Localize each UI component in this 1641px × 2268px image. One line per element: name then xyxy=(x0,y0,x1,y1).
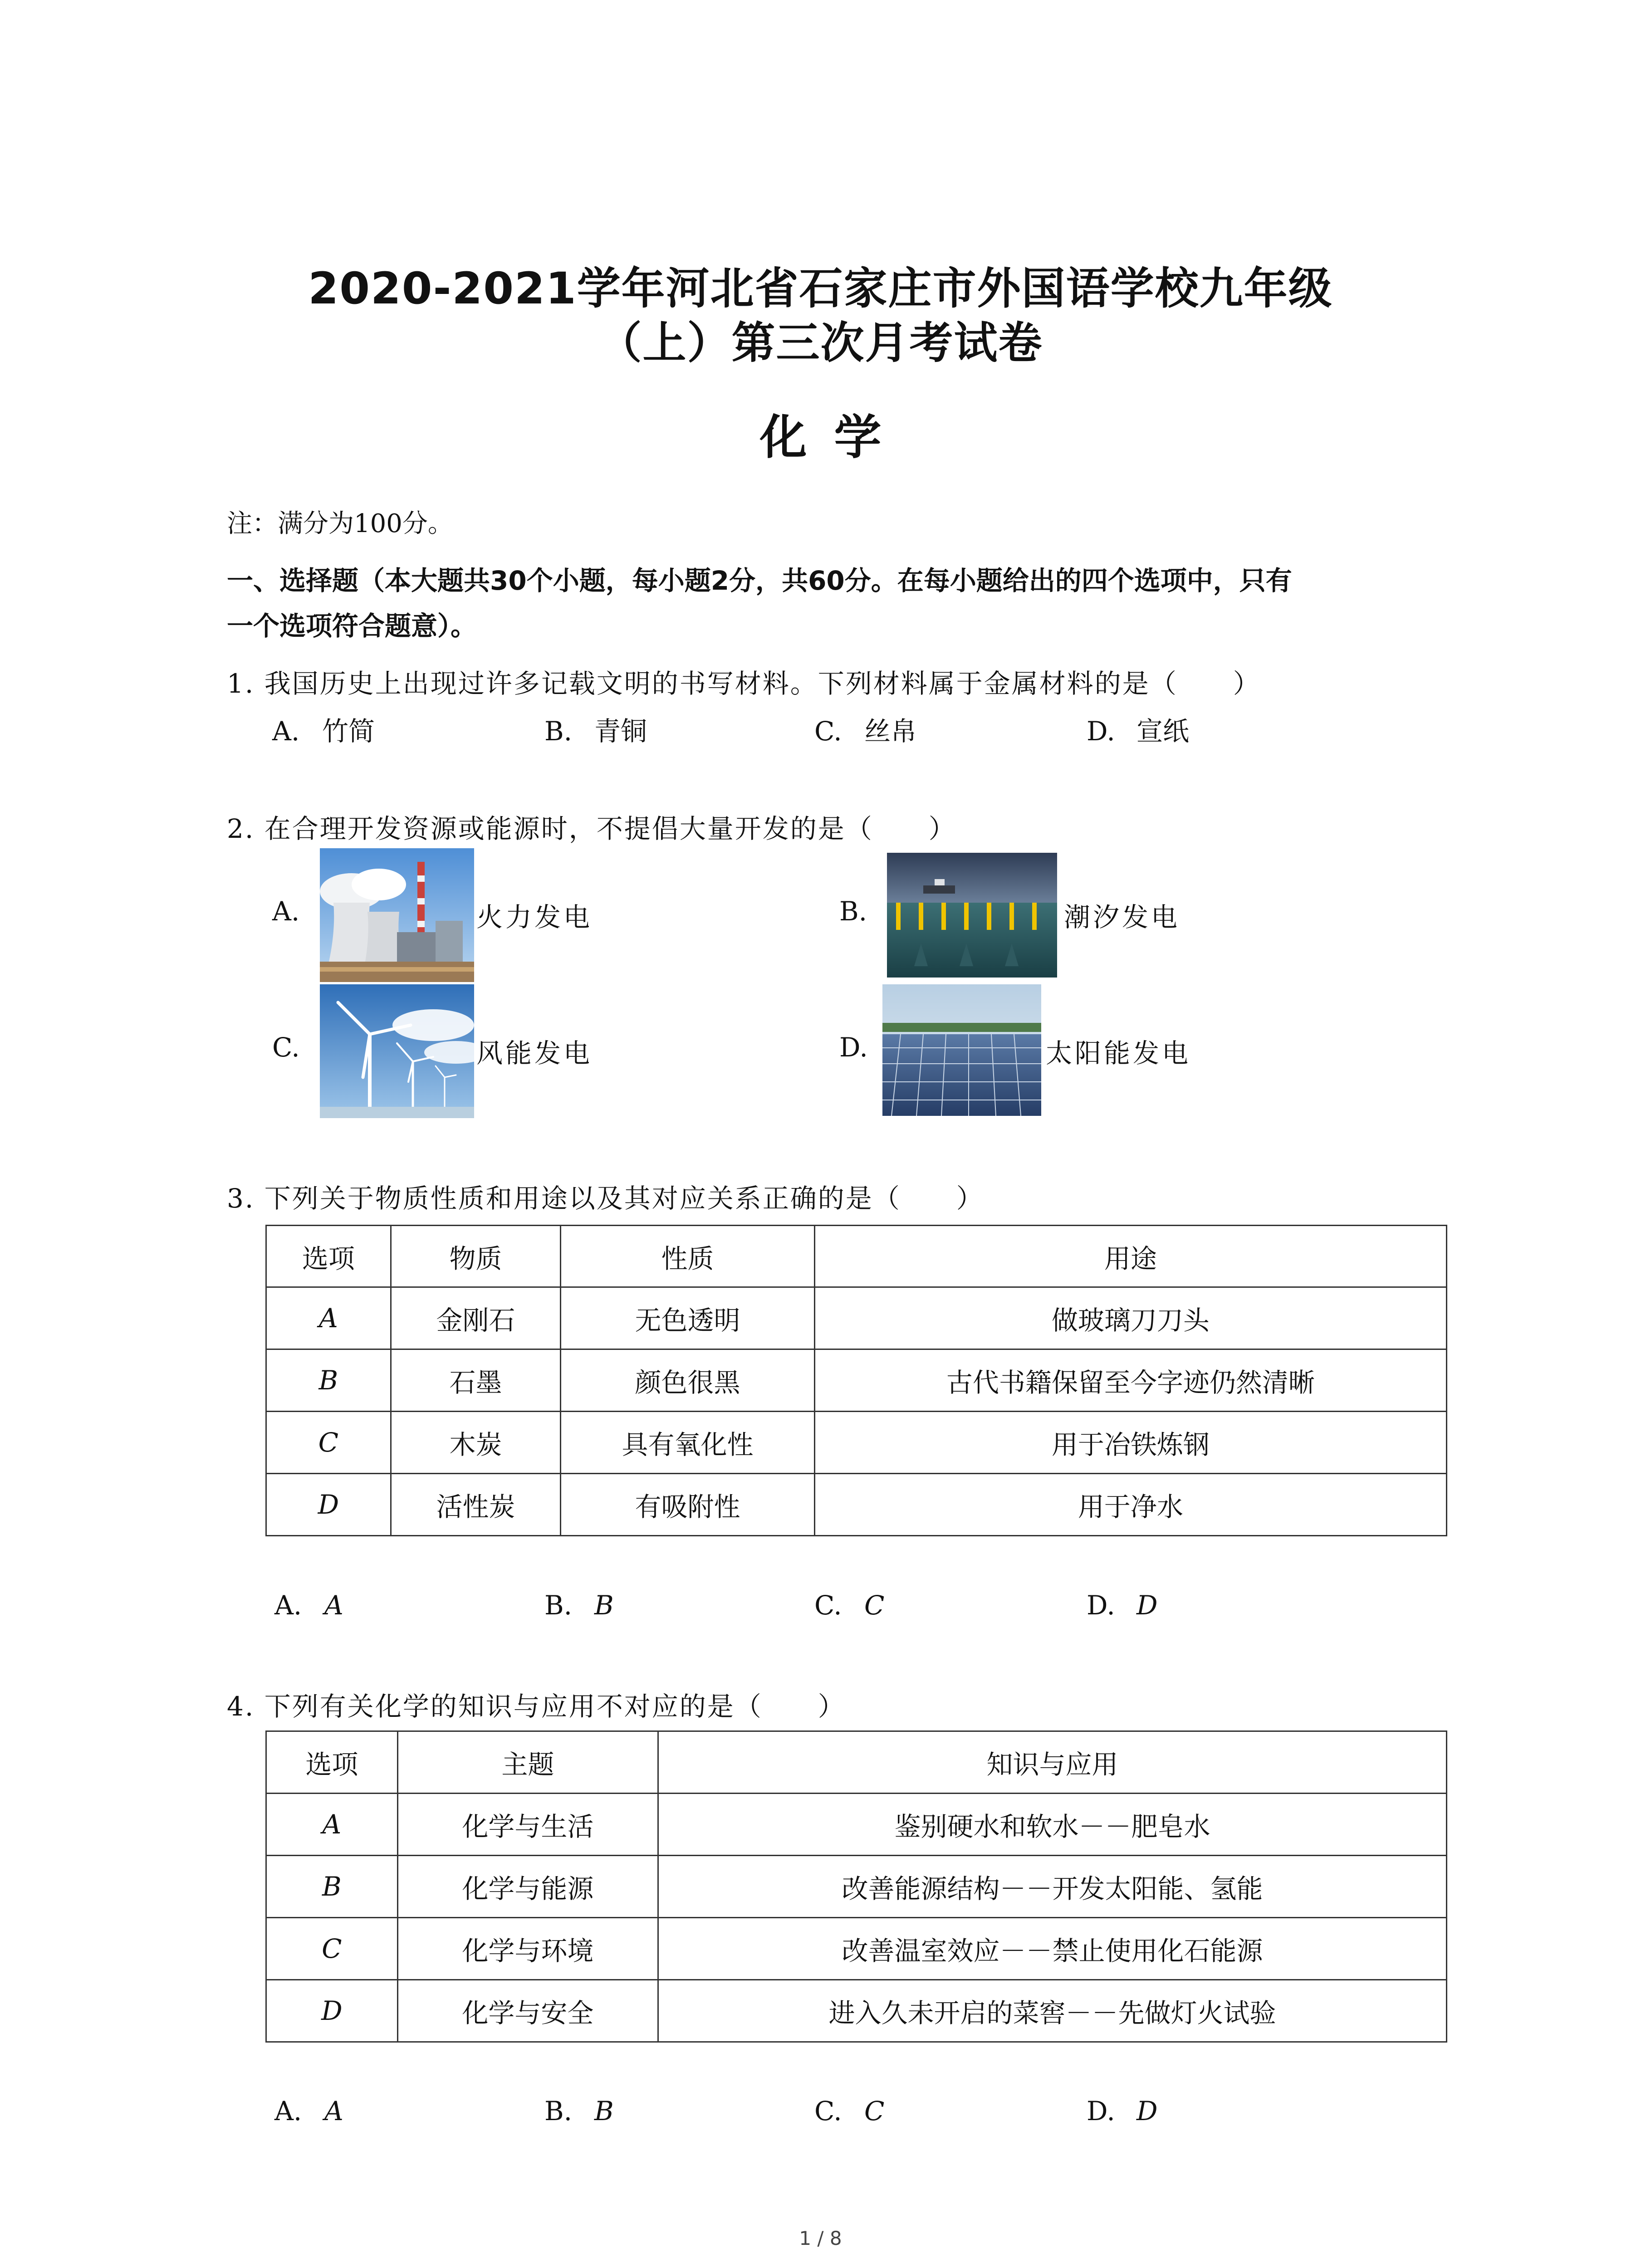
section-heading-line-2: 一个选项符合题意）。 xyxy=(227,611,477,641)
table-header-cell: 性质 xyxy=(561,1226,814,1287)
subject-heading: 化学 xyxy=(759,410,909,465)
table-cell: 石墨 xyxy=(391,1349,561,1412)
option-letter: A. xyxy=(274,1590,302,1621)
option-letter: B. xyxy=(544,1590,573,1621)
thermal-power-plant-image xyxy=(320,848,474,982)
option-text: B xyxy=(594,2096,614,2126)
table-cell: 化学与环境 xyxy=(397,1918,658,1980)
option-text: 青铜 xyxy=(594,716,647,747)
table-row xyxy=(266,1474,1447,1536)
table-header-row xyxy=(266,1226,1447,1287)
table-cell: A xyxy=(266,1287,391,1349)
table-row xyxy=(266,1287,1447,1349)
table-cell: C xyxy=(266,1412,391,1474)
question-1-option-a[interactable] xyxy=(272,710,375,748)
question-3-option-b[interactable] xyxy=(544,1590,614,1621)
question-4-option-c[interactable] xyxy=(814,2096,884,2126)
table-cell: 用于净水 xyxy=(814,1474,1446,1536)
option-text: 宣纸 xyxy=(1136,716,1190,747)
table-cell: 改善能源结构－－开发太阳能、氢能 xyxy=(658,1856,1447,1918)
option-letter: C. xyxy=(814,716,842,747)
table-cell: 做玻璃刀刀头 xyxy=(814,1287,1446,1349)
question-2-option-c-text: 风能发电 xyxy=(476,1038,593,1069)
question-2-option-a-letter[interactable]: A. xyxy=(272,896,300,927)
table-cell: B xyxy=(266,1349,391,1412)
option-text: D xyxy=(1136,2096,1158,2126)
table-cell: 颜色很黑 xyxy=(561,1349,814,1412)
table-row xyxy=(266,1856,1447,1918)
question-1-option-c[interactable] xyxy=(814,710,917,748)
question-2-option-a-text: 火力发电 xyxy=(476,902,593,933)
option-letter: B. xyxy=(544,2096,573,2126)
table-cell: 化学与生活 xyxy=(397,1794,658,1856)
table-cell: C xyxy=(266,1918,398,1980)
table-row xyxy=(266,1918,1447,1980)
table-cell: A xyxy=(266,1794,398,1856)
question-2-stem: 2. 在合理开发资源或能源时，不提倡大量开发的是（ ） xyxy=(227,813,956,844)
table-cell: 无色透明 xyxy=(561,1287,814,1349)
table-header-cell: 选项 xyxy=(266,1226,391,1287)
table-header-cell: 主题 xyxy=(397,1731,658,1794)
question-1-stem: 1. 我国历史上出现过许多记载文明的书写材料。下列材料属于金属材料的是（ ） xyxy=(227,668,1261,699)
table-cell: 木炭 xyxy=(391,1412,561,1474)
table-header-cell: 知识与应用 xyxy=(658,1731,1447,1794)
table-row xyxy=(266,1794,1447,1856)
question-4-option-a[interactable] xyxy=(274,2096,343,2126)
question-1-option-b[interactable] xyxy=(544,710,647,748)
question-3-table xyxy=(265,1225,1447,1536)
section-heading xyxy=(227,558,1452,649)
question-4-option-d[interactable] xyxy=(1087,2096,1158,2126)
question-3-option-a[interactable] xyxy=(274,1590,343,1621)
solar-panels-image xyxy=(882,984,1041,1116)
table-cell: 鉴别硬水和软水－－肥皂水 xyxy=(658,1794,1447,1856)
title-line-2: （上）第三次月考试卷 xyxy=(598,318,1043,368)
option-text: A xyxy=(324,1590,343,1621)
option-letter: B. xyxy=(544,716,573,747)
wind-turbines-image xyxy=(320,984,474,1118)
option-text: C xyxy=(864,1590,885,1621)
table-header-row xyxy=(266,1731,1447,1794)
question-3-stem: 3. 下列关于物质性质和用途以及其对应关系正确的是（ ） xyxy=(227,1183,984,1214)
option-text: 丝帛 xyxy=(864,716,917,747)
title-line-1: 2020-2021学年河北省石家庄市外国语学校九年级 xyxy=(308,263,1333,314)
table-row xyxy=(266,1980,1447,2042)
table-cell: 具有氧化性 xyxy=(561,1412,814,1474)
table-cell: 用于冶铁炼钢 xyxy=(814,1412,1446,1474)
question-2-option-d-text: 太阳能发电 xyxy=(1046,1038,1191,1069)
table-cell: B xyxy=(266,1856,398,1918)
table-cell: 有吸附性 xyxy=(561,1474,814,1536)
option-letter: A. xyxy=(274,2096,302,2126)
table-header-cell: 物质 xyxy=(391,1226,561,1287)
option-text: B xyxy=(594,1590,614,1621)
option-text: 竹简 xyxy=(322,716,375,747)
option-letter: A. xyxy=(272,716,300,747)
question-4-stem: 4. 下列有关化学的知识与应用不对应的是（ ） xyxy=(227,1691,846,1722)
option-letter: D. xyxy=(1087,2096,1115,2126)
table-cell: D xyxy=(266,1980,398,2042)
option-letter: C. xyxy=(814,1590,842,1621)
option-letter: C. xyxy=(814,2096,842,2126)
question-2-option-b-text: 潮汐发电 xyxy=(1064,902,1181,933)
score-note: 注：满分为100分。 xyxy=(227,509,453,538)
table-cell: 活性炭 xyxy=(391,1474,561,1536)
table-cell: 化学与安全 xyxy=(397,1980,658,2042)
option-text: D xyxy=(1136,1590,1158,1621)
question-4-table xyxy=(265,1730,1447,2043)
page-number: 1 / 8 xyxy=(799,2227,842,2249)
table-cell: D xyxy=(266,1474,391,1536)
question-1-option-d[interactable] xyxy=(1087,710,1189,748)
section-heading-line-1: 一、选择题（本大题共30个小题，每小题2分，共60分。在每小题给出的四个选项中，只有 xyxy=(227,565,1292,596)
question-3-option-d[interactable] xyxy=(1087,1590,1158,1621)
question-3-option-c[interactable] xyxy=(814,1590,884,1621)
table-cell: 改善温室效应－－禁止使用化石能源 xyxy=(658,1918,1447,1980)
tidal-power-image xyxy=(887,853,1057,978)
table-row xyxy=(266,1412,1447,1474)
option-text: A xyxy=(324,2096,343,2126)
table-header-cell: 用途 xyxy=(814,1226,1446,1287)
question-2-option-b-letter[interactable]: B. xyxy=(839,896,867,927)
option-letter: D. xyxy=(1087,716,1115,747)
table-row xyxy=(266,1349,1447,1412)
table-cell: 金刚石 xyxy=(391,1287,561,1349)
table-header-cell: 选项 xyxy=(266,1731,398,1794)
question-2-option-c-letter[interactable]: C. xyxy=(272,1032,300,1063)
table-cell: 进入久未开启的菜窖－－先做灯火试验 xyxy=(658,1980,1447,2042)
option-text: C xyxy=(864,2096,885,2126)
question-2-option-d-letter[interactable]: D. xyxy=(839,1032,868,1063)
option-letter: D. xyxy=(1087,1590,1115,1621)
table-cell: 化学与能源 xyxy=(397,1856,658,1918)
table-cell: 古代书籍保留至今字迹仍然清晰 xyxy=(814,1349,1446,1412)
question-4-option-b[interactable] xyxy=(544,2096,614,2126)
